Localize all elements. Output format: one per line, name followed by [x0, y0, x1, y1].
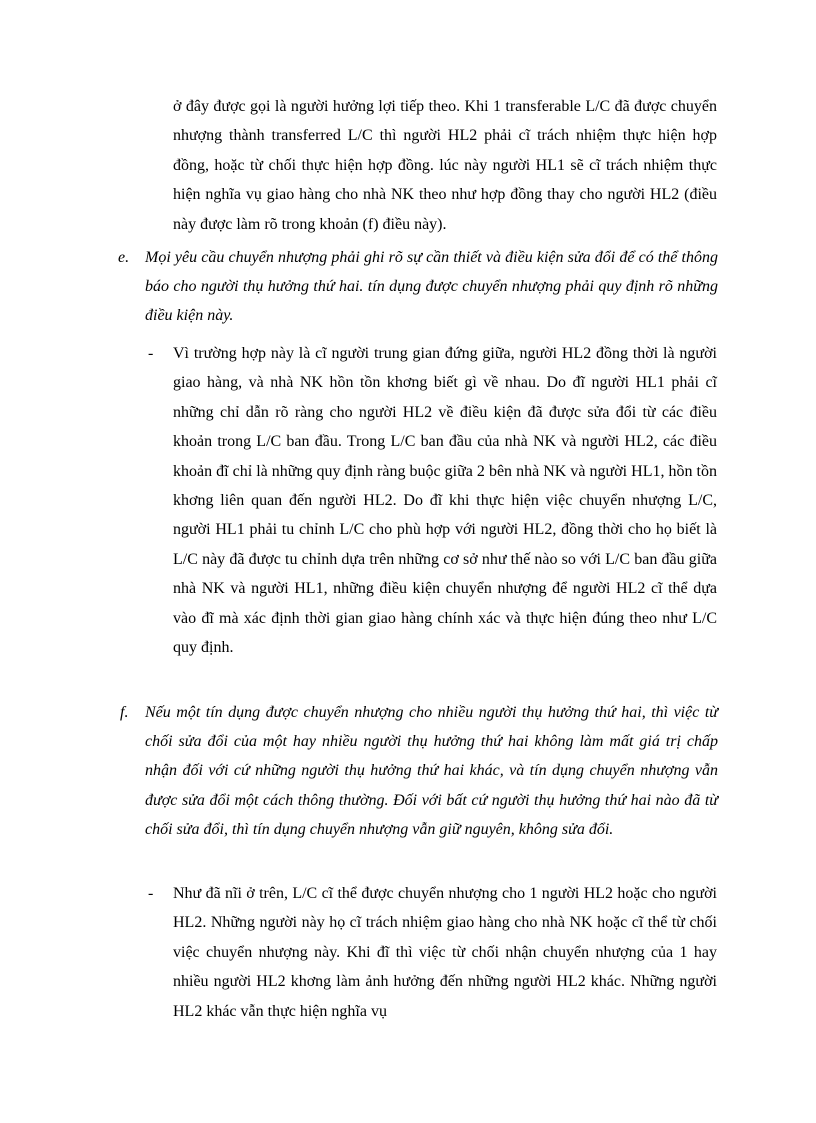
item-f-bullet-marker: -	[148, 885, 154, 902]
intro-paragraph: ở đây được gọi là người hưởng lợi tiếp theo. Khi 1 transferable L/C đã được chuyển nhượng thành transferred L/C thì người HL2 phải cĩ trách nhiệm thực hiện hợp đồng, hoặc từ chối thực hiện hợp đồng. lúc này người HL1 sẽ cĩ trách nhiệm thực hiện nghĩa vụ giao hàng cho nhà NK theo như hợp đồng thay cho người HL2 (điều này được làm rõ trong khoản (f) điều này).	[173, 98, 717, 233]
item-e-bullet-text: Vì trường hợp này là cĩ người trung gian đứng giữa, người HL2 đồng thời là người giao hàng, và nhà NK hồn tồn khơng biết gì về nhau. Do đĩ người HL1 phải cĩ những chỉ dẫn rõ ràng cho người HL2 về điều kiện đã được sửa đổi từ các điều khoản trong L/C ban đầu. Trong L/C ban đầu của nhà NK và người HL2, các điều khoản đĩ chỉ là những quy định ràng buộc giữa 2 bên nhà NK và người HL1, hồn tồn khơng liên quan đến người HL2. Do đĩ khi thực hiện việc chuyển nhượng L/C, người HL1 phải tu chỉnh L/C cho phù hợp với người HL2, đồng thời cho họ biết là L/C này đã được tu chỉnh dựa trên những cơ sở như thế nào so với L/C ban đầu giữa nhà NK và người HL1, những điều kiện chuyển nhượng để người HL2 cĩ thể dựa vào đĩ mà xác định thời gian giao hàng chính xác và thực hiện đúng theo như L/C quy định.	[173, 345, 717, 657]
item-e-marker: e.	[118, 249, 130, 266]
item-f-bullet-text: Như đã nĩi ở trên, L/C cĩ thể được chuyển nhượng cho 1 người HL2 hoặc cho người HL2. Những người này họ cĩ trách nhiệm giao hàng cho nhà NK hoặc cĩ thể từ chối việc chuyển nhượng này. Khi đĩ thì việc từ chối nhận chuyển nhượng của 1 hay nhiều người HL2 khơng làm ảnh hưởng đến những người HL2 khác. Những người HL2 khác vẫn thực hiện nghĩa vụ	[173, 885, 717, 1020]
item-f-marker: f.	[120, 704, 129, 721]
item-e-text: Mọi yêu cầu chuyển nhượng phải ghi rõ sự cần thiết và điều kiện sửa đổi để có thể thông báo cho người thụ hưởng thứ hai. tín dụng được chuyển nhượng phải quy định rõ những điều kiện này.	[145, 249, 718, 325]
item-f-text: Nếu một tín dụng được chuyển nhượng cho nhiều người thụ hưởng thứ hai, thì việc từ chối sửa đổi của một hay nhiều người thụ hưởng thứ hai không làm mất giá trị chấp nhận đối với cứ những người thụ hưởng thứ hai khác, và tín dụng chuyển nhượng vẫn được sửa đổi một cách thông thường. Đối với bất cứ người thụ hưởng thứ hai nào đã từ chối sửa đổi, thì tín dụng chuyển nhượng vẫn giữ nguyên, không sửa đổi.	[145, 704, 718, 838]
item-e-bullet-marker: -	[148, 345, 154, 362]
